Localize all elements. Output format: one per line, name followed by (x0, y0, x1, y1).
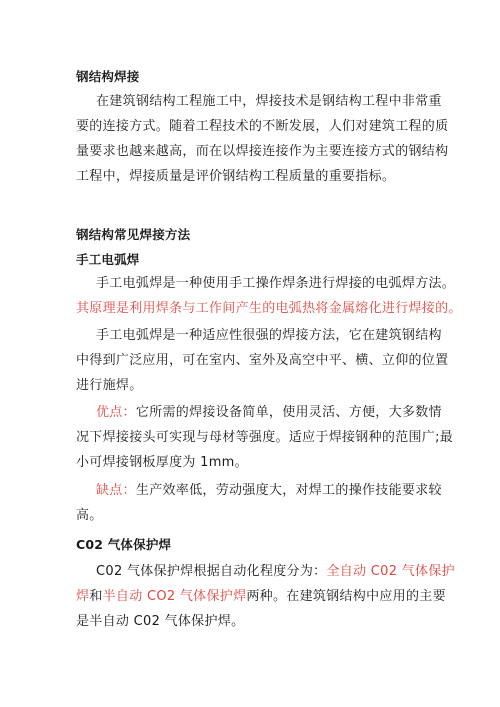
highlighted-principle-line: 其原理是利用焊条与工作间产生的电弧热将金属熔化进行焊接的。 (76, 301, 462, 316)
paragraph-line: 中得到广泛应用，可在室内、室外及高空中平、横、立仰的位置 (76, 353, 449, 368)
co2-line-2 (76, 588, 446, 606)
paragraph-line: 高。 (76, 508, 103, 523)
co2-text: C02 气体保护焊根据自动化程度分为： (96, 564, 327, 579)
section-title-welding-methods: 钢结构常见焊接方法 (76, 227, 191, 242)
cons-line (96, 482, 442, 500)
co2-text: 两种。在建筑钢结构中应用的主要 (246, 589, 446, 604)
paragraph-line: 工程中，焊接质量是评价钢结构工程质量的重要指标。 (76, 169, 396, 184)
paragraph-line: 量要求也越来越高，而在以焊接连接作为主要连接方式的钢结构 (76, 144, 449, 159)
paragraph-line: 小可焊接钢板厚度为 1mm。 (76, 455, 248, 470)
paragraph-line: 是半自动 C02 气体保护焊。 (76, 614, 245, 629)
co2-highlight: 半自动 CO2 气体保护焊 (102, 589, 247, 604)
pros-label: 优点： (96, 405, 136, 420)
paragraph-line: 手工电弧焊是一种使用手工操作焊条进行焊接的电弧焊方法。 (96, 276, 456, 291)
subtitle-manual-arc-welding: 手工电弧焊 (76, 252, 140, 267)
pros-text: 它所需的焊接设备简单，使用灵活、方便，大多数情 (135, 405, 442, 420)
cons-label: 缺点： (96, 483, 136, 498)
cons-text: 生产效率低，劳动强度大，对焊工的操作技能要求较 (135, 483, 442, 498)
co2-highlight: 全自动 C02 气体保护 (326, 564, 455, 579)
paragraph-line: 进行施焊。 (76, 378, 143, 393)
paragraph-line: 在建筑钢结构工程施工中，焊接技术是钢结构工程中非常重 (96, 94, 442, 109)
co2-line-1 (96, 563, 455, 581)
paragraph-line: 手工电弧焊是一种适应性很强的焊接方法，它在建筑钢结构 (96, 328, 442, 343)
co2-highlight: 焊 (76, 589, 90, 604)
paragraph-line: 况下焊接接头可实现与母材等强度。适应于焊接钢种的范围广;最 (76, 430, 454, 445)
subtitle-co2-welding: C02 气体保护焊 (76, 537, 172, 552)
paragraph-line: 要的连接方式。随着工程技术的不断发展，人们对建筑工程的质 (76, 119, 449, 134)
pros-line (96, 404, 442, 422)
section-title-steel-welding: 钢结构焊接 (76, 69, 140, 84)
co2-text: 和 (89, 589, 103, 604)
